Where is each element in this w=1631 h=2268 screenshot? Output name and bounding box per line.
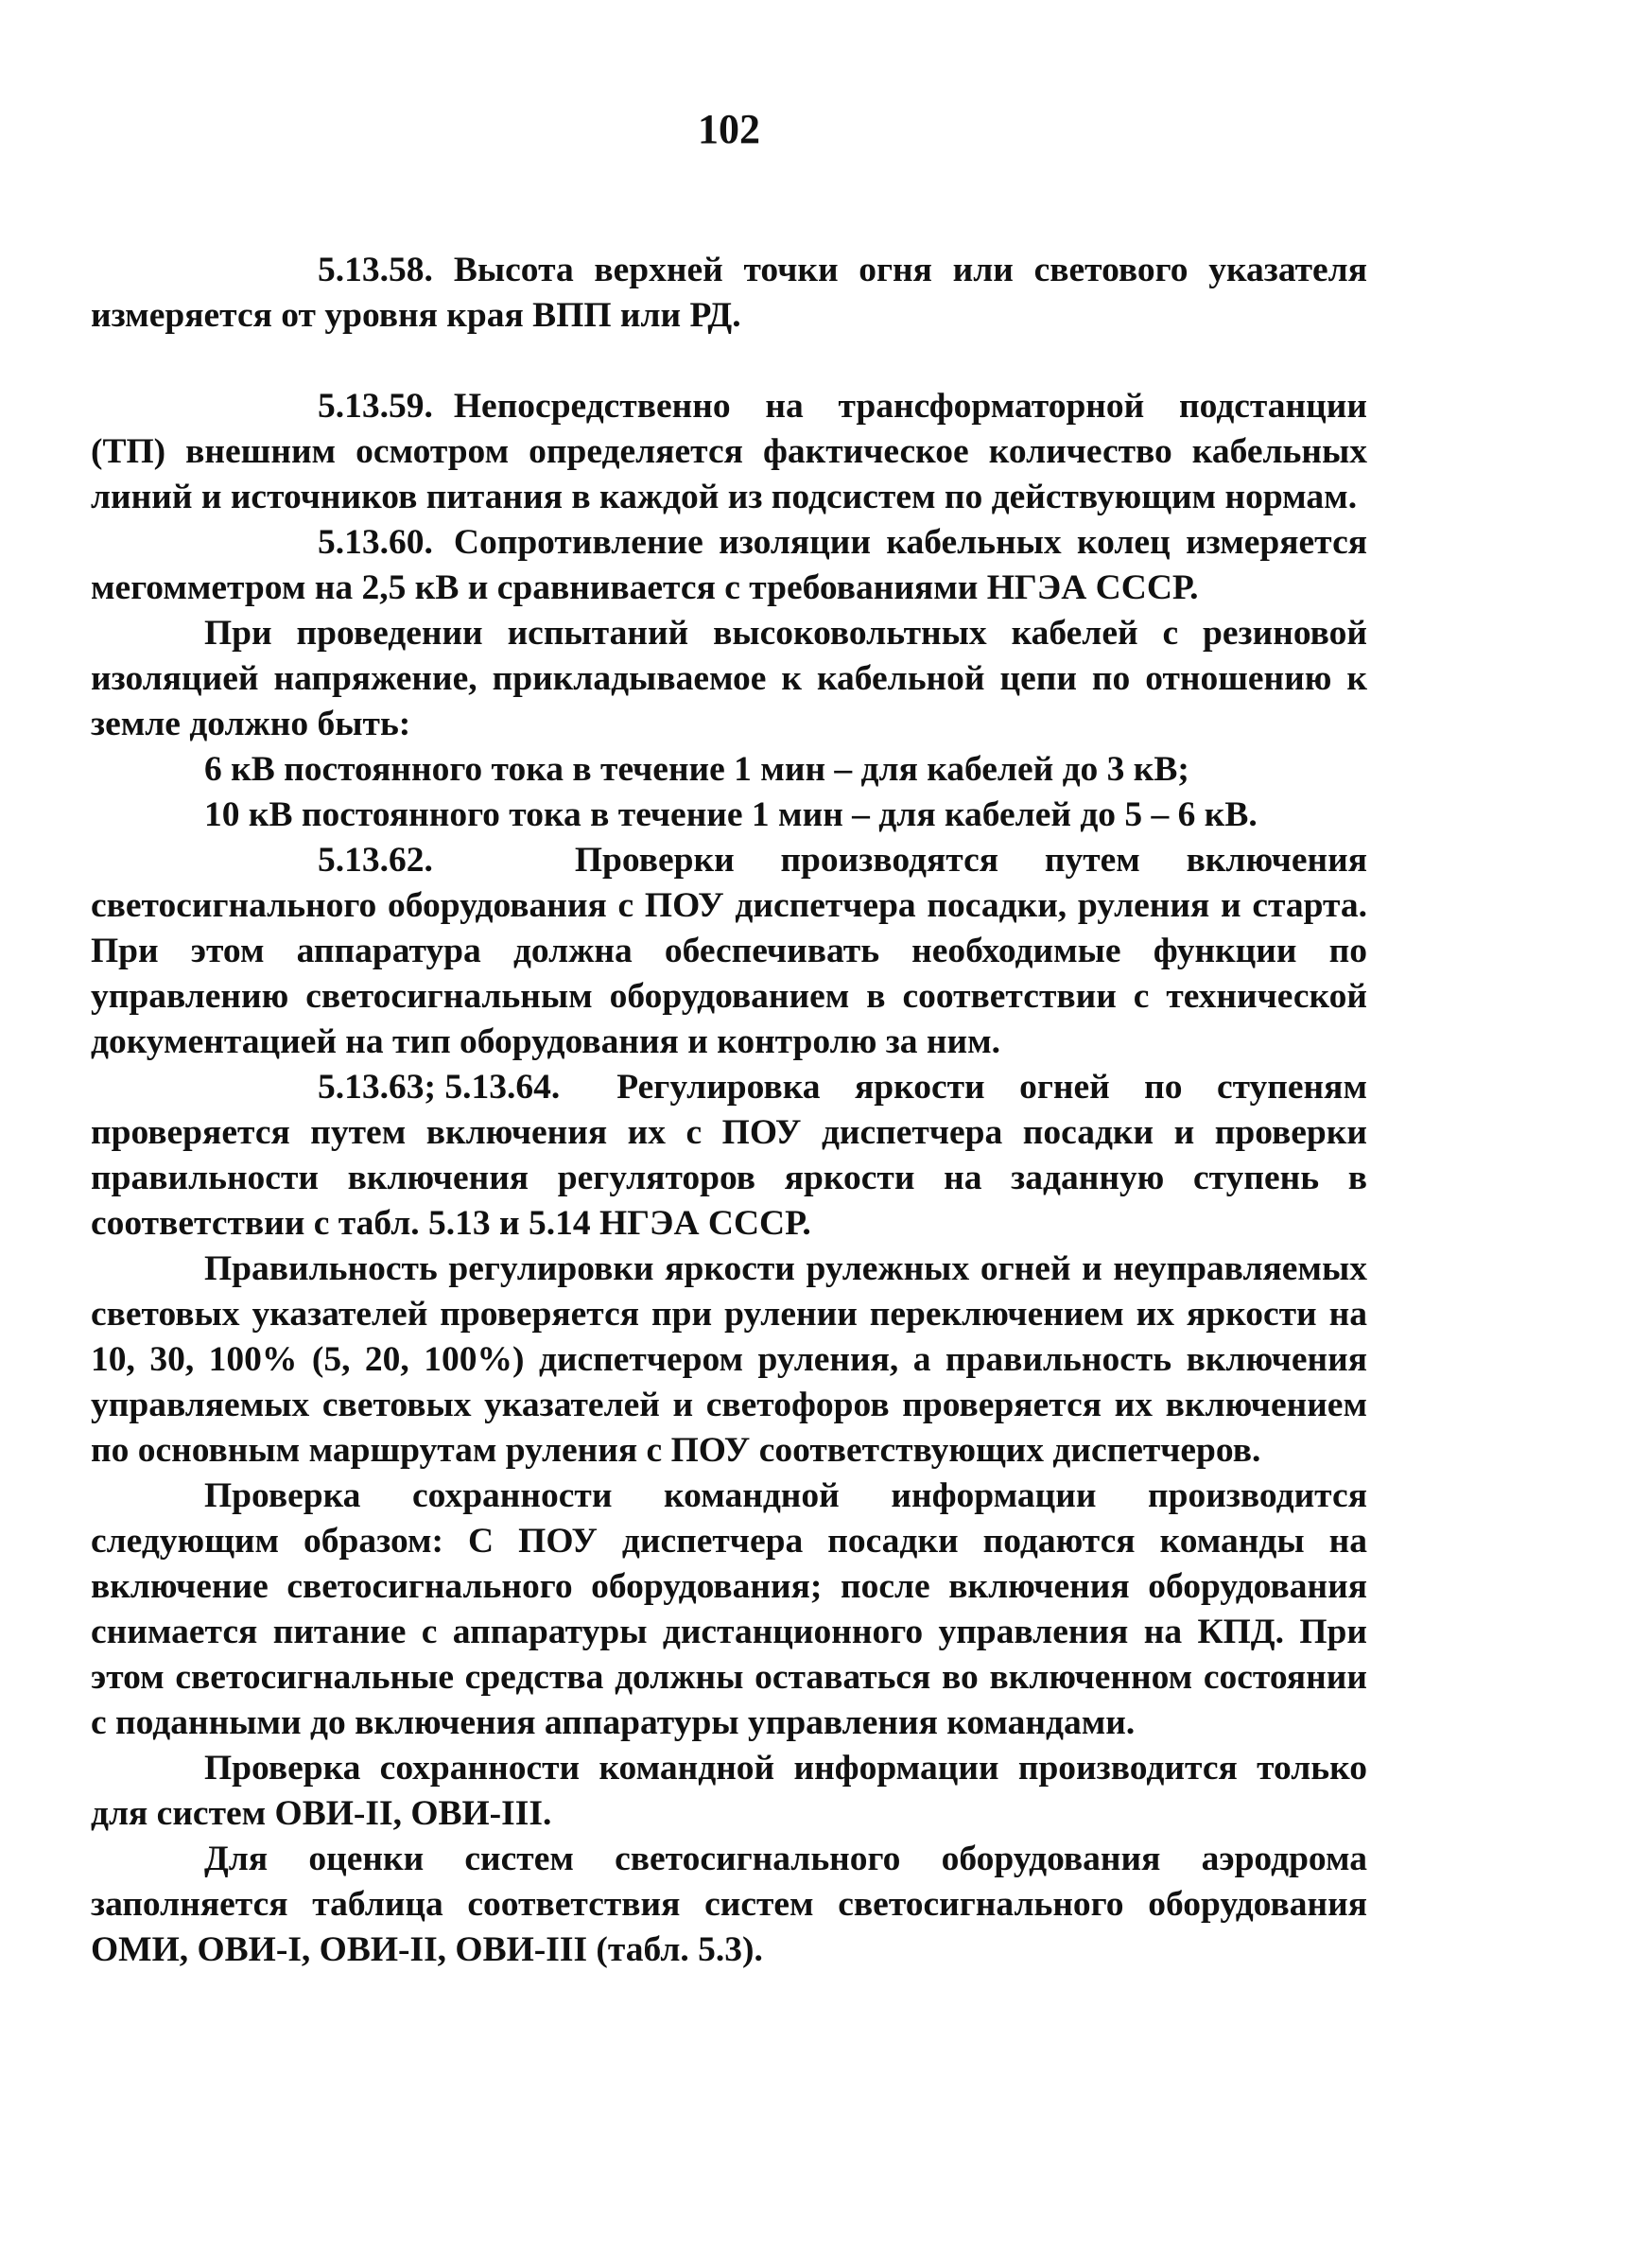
paragraph-text: Высота верхней точки огня или светового указателя измеряется от уровня края ВПП или РД. [91,251,1367,335]
paragraph-5-13-63-64 [91,1065,1367,1247]
paragraph-text: Сопротивление изоляции кабельных колец измеряется мегомметром на 2,5 кВ и сравнивается с требованиями НГЭА СССР. [91,523,1367,607]
clause-number: 5.13.59. [318,387,433,426]
paragraph-text: Проверки производятся путем включения светосигнального оборудования с ПОУ диспетчера посадки, руления и старта. При этом аппаратура должна обеспечивать необходимые функции по управлению светосигнальным оборудованием в соответствии с технической документацией на тип оборудования и контролю за ним. [91,841,1367,1061]
clause-number: 5.13.62. [318,841,433,880]
clause-number: 5.13.63; 5.13.64. [318,1068,561,1107]
paragraph-text: 6 кВ постоянного тока в течение 1 мин – для кабелей до 3 кВ; [204,750,1189,789]
paragraph-text: Правильность регулировки яркости рулежных огней и неуправляемых световых указателей проверяется при рулении переключением их яркости на 10, 30, 100% (5, 20, 100%) диспетчером руления, а правильность включения управляемых световых указателей и светофоров проверяется их включением по основным маршрутам руления с ПОУ соответствующих диспетчеров. [91,1249,1367,1470]
paragraph-command-info-check [91,1474,1367,1746]
paragraph-systems-table [91,1837,1367,1973]
page-number: 102 [698,106,760,152]
paragraph-text: Проверка сохранности командной информации производится только для систем ОВИ-II, ОВИ-III. [91,1749,1367,1833]
paragraph-text: Непосредственно на трансформаторной подстанции (ТП) внешним осмотром определяется фактическое количество кабельных линий и источников питания в каждой из подсистем по действующим нормам. [91,387,1367,516]
paragraph-text: 10 кВ постоянного тока в течение 1 мин – для кабелей до 5 – 6 кВ. [204,795,1258,834]
paragraph-5-13-62 [91,838,1367,1065]
test-line-6kv [91,747,1367,793]
paragraph-5-13-59 [91,384,1367,520]
document-page [91,0,1367,2268]
document-body [91,248,1367,1973]
paragraph-command-info-systems [91,1746,1367,1837]
paragraph-brightness-check [91,1247,1367,1474]
clause-number: 5.13.60. [318,523,433,562]
clause-number: 5.13.58. [318,251,433,289]
paragraph-test-conditions [91,611,1367,747]
test-line-10kv [91,793,1367,838]
paragraph-text: Для оценки систем светосигнального оборудования аэродрома заполняется таблица соответствия систем светосигнального оборудования ОМИ, ОВИ-I, ОВИ-II, ОВИ-III (табл. 5.3). [91,1840,1367,1969]
paragraph-text: Регулировка яркости огней по ступеням проверяется путем включения их с ПОУ диспетчера посадки и проверки правильности включения регуляторов яркости на заданную ступень в соответствии с табл. 5.13 и 5.14 НГЭА СССР. [91,1068,1367,1243]
paragraph-text: При проведении испытаний высоковольтных кабелей с резиновой изоляцией напряжение, прикладываемое к кабельной цепи по отношению к земле должно быть: [91,614,1367,743]
paragraph-text: Проверка сохранности командной информации производится следующим образом: С ПОУ диспетчера посадки подаются команды на включение светосигнального оборудования; после включения оборудования снимается питание с аппаратуры дистанционного управления на КПД. При этом светосигнальные средства должны оставаться во включенном состоянии с поданными до включения аппаратуры управления командами. [91,1476,1367,1742]
paragraph-5-13-58 [91,248,1367,339]
paragraph-5-13-60 [91,520,1367,611]
